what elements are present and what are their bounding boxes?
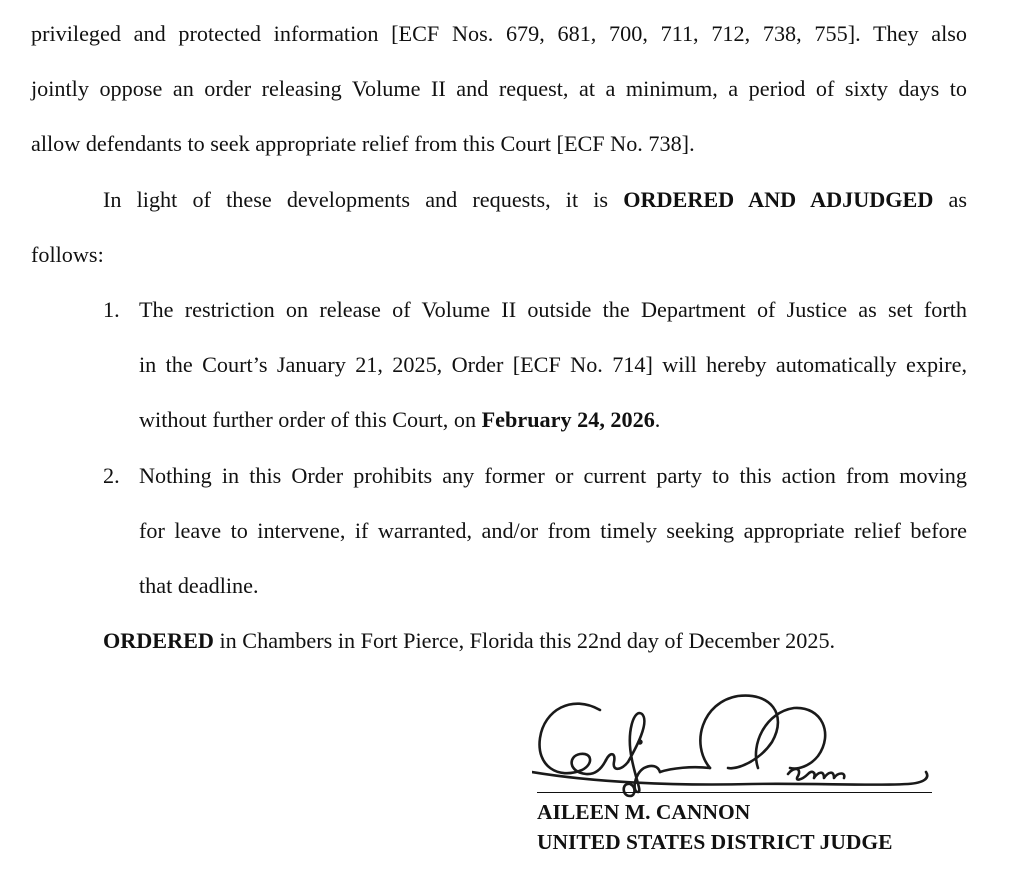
ordered-and-adjudged: ORDERED AND ADJUDGED bbox=[623, 187, 934, 212]
paragraph-2-line-2: follows: bbox=[31, 242, 104, 267]
item-2-line-1: Nothing in this Order prohibits any former or current party to this action from moving bbox=[139, 463, 967, 488]
paragraph-2-text: In light of these developments and requests, it is bbox=[103, 187, 609, 212]
paragraph-1-line-3: allow defendants to seek appropriate relief from this Court [ECF No. 738]. bbox=[31, 131, 695, 156]
item-1-period: . bbox=[654, 407, 661, 432]
item-2-number: 2. bbox=[103, 463, 120, 488]
item-1-line-3-text: without further order of this Court, on bbox=[139, 407, 477, 432]
item-1-line-3 bbox=[139, 407, 967, 433]
paragraph-2-line-1 bbox=[103, 187, 967, 213]
paragraph-1-line-2: jointly oppose an order releasing Volume II and request, at a minimum, a period of sixty days to bbox=[31, 76, 967, 101]
paragraph-2-as: as bbox=[948, 187, 968, 212]
item-1-line-1: The restriction on release of Volume II outside the Department of Justice as set forth bbox=[139, 297, 967, 322]
item-2-line-3: that deadline. bbox=[139, 573, 259, 598]
closing-line bbox=[103, 628, 835, 654]
judge-name: AILEEN M. CANNON bbox=[537, 800, 751, 824]
judge-signature bbox=[532, 688, 942, 798]
signature-line bbox=[537, 792, 932, 793]
item-1-line-2: in the Court’s January 21, 2025, Order [ECF No. 714] will hereby automatically expire, bbox=[139, 352, 967, 377]
expiration-date: February 24, 2026 bbox=[481, 407, 655, 432]
paragraph-1-line-1: privileged and protected information [ECF Nos. 679, 681, 700, 711, 712, 738, 755]. They also bbox=[31, 21, 967, 46]
judge-title: UNITED STATES DISTRICT JUDGE bbox=[537, 830, 893, 854]
ordered-label: ORDERED bbox=[103, 628, 214, 653]
item-1-number: 1. bbox=[103, 297, 120, 322]
item-2-line-2: for leave to intervene, if warranted, and/or from timely seeking appropriate relief before bbox=[139, 518, 967, 543]
closing-text: in Chambers in Fort Pierce, Florida this 22nd day of December 2025. bbox=[219, 628, 836, 653]
